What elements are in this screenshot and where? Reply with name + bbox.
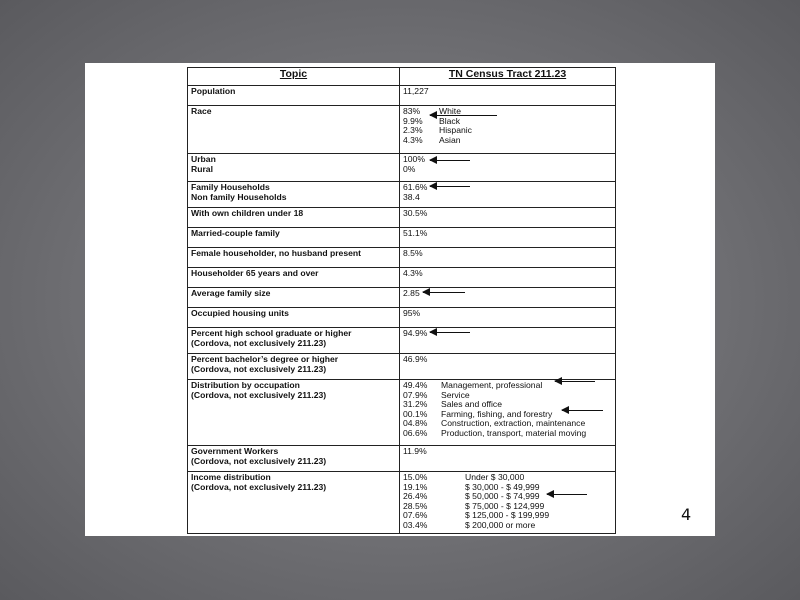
row-label	[188, 472, 400, 534]
value-line: 38.4	[403, 191, 420, 202]
row-value: 11,227	[400, 86, 616, 106]
row-value: 46.9%	[400, 354, 616, 380]
census-table-wrapper	[187, 67, 615, 534]
header-topic: Topic	[188, 68, 400, 86]
arrow-left-icon	[430, 160, 470, 161]
row-value: 30.5%	[400, 208, 616, 228]
row-label: Occupied housing units	[188, 308, 400, 328]
table-row	[188, 328, 616, 354]
row-value: 4.3%	[400, 268, 616, 288]
row-label	[188, 182, 400, 208]
label-line: (Cordova, not exclusively 211.23)	[191, 389, 327, 400]
race-pct: 9.9%	[403, 115, 423, 126]
row-label	[188, 380, 400, 446]
income-pct: 26.4%	[403, 491, 428, 502]
table-row	[188, 308, 616, 328]
label-line: (Cordova, not exclusively 211.23)	[191, 337, 327, 348]
row-label: Married-couple family	[188, 228, 400, 248]
income-range: $ 30,000 - $ 49,999	[465, 481, 540, 492]
income-pct: 28.5%	[403, 500, 428, 511]
label-line: Family Households	[191, 182, 270, 192]
table-row	[188, 208, 616, 228]
row-value: 11.9%	[400, 446, 616, 472]
row-label	[188, 154, 400, 182]
occupation-name: Sales and office	[441, 399, 502, 410]
row-value: 95%	[400, 308, 616, 328]
table-row	[188, 354, 616, 380]
label-line: (Cordova, not exclusively 211.23)	[191, 481, 327, 492]
row-value: 8.5%	[400, 248, 616, 268]
income-pct: 03.4%	[403, 519, 428, 530]
row-label: Population	[188, 86, 400, 106]
value-line: 100%	[403, 154, 425, 164]
race-name: Hispanic	[439, 125, 472, 136]
row-value: 94.9%	[400, 328, 616, 354]
income-pct: 15.0%	[403, 472, 428, 482]
table-row	[188, 182, 616, 208]
row-value: 51.1%	[400, 228, 616, 248]
occupation-pct: 07.9%	[403, 389, 428, 400]
page-number: 4	[681, 505, 692, 524]
income-range: $ 75,000 - $ 124,999	[465, 500, 545, 511]
slide	[85, 63, 715, 536]
arrow-left-icon	[430, 186, 470, 187]
race-name: White	[439, 106, 461, 116]
table-row	[188, 86, 616, 106]
header-tract: TN Census Tract 211.23	[400, 68, 616, 86]
occupation-pct: 06.6%	[403, 427, 428, 438]
arrow-left-icon	[555, 381, 595, 382]
race-pct: 83%	[403, 106, 421, 116]
table-row	[188, 228, 616, 248]
arrow-left-icon	[430, 115, 497, 116]
value-line: 61.6%	[403, 182, 428, 192]
label-line: Income distribution	[191, 472, 271, 482]
row-label: Householder 65 years and over	[188, 268, 400, 288]
row-label: Female householder, no husband present	[188, 248, 400, 268]
table-row	[188, 268, 616, 288]
table-header-row	[188, 68, 616, 86]
income-range: $ 50,000 - $ 74,999	[465, 491, 540, 502]
race-name: Asian	[439, 134, 461, 145]
race-pct: 4.3%	[403, 134, 423, 145]
income-range: Under $ 30,000	[465, 472, 525, 482]
table-row	[188, 472, 616, 534]
label-line: (Cordova, not exclusively 211.23)	[191, 455, 327, 466]
occupation-pct: 04.8%	[403, 418, 428, 429]
row-label	[188, 328, 400, 354]
occupation-name: Service	[441, 389, 470, 400]
arrow-left-icon	[547, 494, 587, 495]
race-name: Black	[439, 115, 461, 126]
row-label: Race	[188, 106, 400, 154]
label-line: Non family Households	[191, 191, 287, 202]
label-line: Urban	[191, 154, 216, 164]
label-line: Percent high school graduate or higher	[191, 328, 352, 338]
table-row	[188, 248, 616, 268]
arrow-left-icon	[430, 332, 470, 333]
occupation-pct: 00.1%	[403, 408, 428, 419]
race-pct: 2.3%	[403, 125, 423, 136]
table-row	[188, 288, 616, 308]
table-row	[188, 154, 616, 182]
row-label: With own children under 18	[188, 208, 400, 228]
label-line: Government Workers	[191, 446, 279, 456]
label-line: Distribution by occupation	[191, 380, 300, 390]
occupation-name: Production, transport, material moving	[441, 427, 587, 438]
label-line: Percent bachelor’s degree or higher	[191, 354, 339, 364]
occupation-pct: 31.2%	[403, 399, 428, 410]
row-label	[188, 446, 400, 472]
row-value	[400, 472, 616, 534]
income-range: $ 200,000 or more	[465, 519, 536, 530]
table-row	[188, 380, 616, 446]
label-line: Rural	[191, 163, 213, 174]
row-value	[400, 380, 616, 446]
occupation-pct: 49.4%	[403, 380, 428, 390]
arrow-left-icon	[423, 292, 465, 293]
arrow-left-icon	[562, 410, 603, 411]
occupation-name: Construction, extraction, maintenance	[441, 418, 586, 429]
label-line: (Cordova, not exclusively 211.23)	[191, 363, 327, 374]
row-label: Average family size	[188, 288, 400, 308]
income-pct: 19.1%	[403, 481, 428, 492]
income-pct: 07.6%	[403, 510, 428, 521]
row-label	[188, 354, 400, 380]
table-row	[188, 106, 616, 154]
value-line: 0%	[403, 163, 416, 174]
table-row	[188, 446, 616, 472]
occupation-name: Farming, fishing, and forestry	[441, 408, 553, 419]
income-range: $ 125,000 - $ 199,999	[465, 510, 550, 521]
occupation-name: Management, professional	[441, 380, 543, 390]
census-table	[187, 67, 616, 534]
row-value: 2.85	[400, 288, 616, 308]
